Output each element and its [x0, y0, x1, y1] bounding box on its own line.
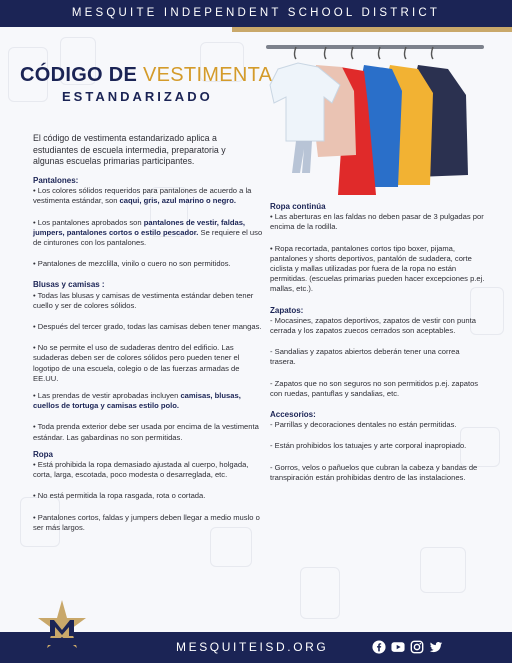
- blusas-item-1: • Todas las blusas y camisas de vestimenta estándar deben tener cuello y ser de colores sólidos.: [33, 290, 254, 310]
- ropa-cont-item-2: • Ropa recortada, pantalones cortos tipo boxer, pijama, pantalones y shorts deportivos, pantalón de sudadera, corte ciclista y mallas utilizadas por fuera de la ropa no están permitidas. (escuelas primarias pueden hacer excepciones p.ej. mallas, etc.).: [270, 243, 485, 294]
- section-heading-ropa-continua: Ropa continúa: [270, 202, 326, 211]
- pantalones-item-1: [33, 186, 265, 206]
- bold-span: pantalones de vestir, faldas, jumpers, pantalones cortos o estilo pescador.: [33, 217, 246, 237]
- ropa-item-2: • No está permitida la ropa rasgada, rota o cortada.: [33, 491, 206, 501]
- intro-paragraph: El código de vestimenta estandarizado aplica a estudiantes de escuela intermedia, preparatoria y algunas escuelas primarias participantes.: [33, 133, 226, 166]
- text-span: • Las prendas de vestir aprobadas incluyen: [33, 391, 181, 401]
- zapatos-item-1: - Mocasines, zapatos deportivos, zapatos de vestir con punta cerrada y los zapatos zuecos cerrados son aceptables.: [270, 315, 476, 336]
- text-span: • Los colores sólidos requeridos para pantalones de acuerdo a la vestimenta estándar, son: [33, 186, 252, 206]
- section-heading-accesorios: Accesorios:: [270, 410, 316, 420]
- twitter-icon[interactable]: [429, 640, 443, 654]
- top-banner: [0, 0, 512, 27]
- website-link[interactable]: MESQUITEISD.ORG: [176, 640, 329, 654]
- blusas-item-5: • Toda prenda exterior debe ser usada por encima de la vestimenta estándar. Las gabardinas no son permitidas.: [33, 422, 259, 442]
- district-name: MESQUITE INDEPENDENT SCHOOL DISTRICT: [71, 7, 441, 19]
- title-part-2: VESTIMENTA: [143, 64, 273, 86]
- page-subtitle: ESTANDARIZADO: [62, 89, 213, 104]
- ropa-cont-item-1: • Las aberturas en las faldas no deben pasar de 3 pulgadas por encima de la rodilla.: [270, 212, 484, 232]
- zapatos-item-2: - Sandalias y zapatos abiertos deberán tener una correa trasera.: [270, 347, 460, 367]
- blusas-item-2: • Después del tercer grado, todas las camisas deben tener mangas.: [33, 322, 262, 332]
- bold-span: camisas, blusas, cuellos de tortuga y camisas estilo polo.: [33, 391, 241, 411]
- page-title: [20, 64, 272, 87]
- ropa-item-1: • Está prohibida la ropa demasiado ajustada al cuerpo, holgada, corta, larga, escotada, poco modesta o desarreglada, etc.: [33, 460, 249, 480]
- social-icons: [372, 640, 443, 654]
- accesorios-item-3: - Gorros, velos o pañuelos que cubran la cabeza y bandas de transpiración están prohibidas dentro de las instalaciones.: [270, 462, 478, 482]
- ropa-item-3: • Pantalones cortos, faldas y jumpers deben llegar a medio muslo o ser más largos.: [33, 512, 260, 532]
- text-span: • Los pantalones aprobados son: [33, 217, 144, 227]
- pantalones-item-2: [33, 218, 265, 249]
- pantalones-item-3: • Pantalones de mezclilla, vinilo o cuero no son permitidos.: [33, 259, 231, 269]
- facebook-icon[interactable]: [372, 640, 386, 654]
- section-heading-ropa: Ropa: [33, 449, 53, 459]
- section-heading-blusas: Blusas y camisas :: [33, 280, 105, 290]
- bold-span: caqui, gris, azul marino o negro.: [119, 196, 237, 206]
- blusas-item-4: [33, 391, 265, 411]
- district-logo: [34, 598, 90, 654]
- clothes-illustration: [268, 45, 478, 205]
- left-column: [33, 176, 265, 533]
- blusas-item-3: • No se permite el uso de sudaderas dentro del edificio. Las sudaderas deben ser de colores sólidos pero pueden tener el logotipo de una escuela, colegio o de las fuerzas armadas de EE.UU.: [33, 343, 240, 383]
- accesorios-item-2: - Están prohibidos los tatuajes y arte corporal inapropiado.: [270, 441, 467, 451]
- right-column: [270, 202, 486, 483]
- text-span: Se requiere el uso de cinturones con los pantalones.: [33, 227, 263, 248]
- title-part-1: CÓDIGO DE: [20, 64, 138, 86]
- gold-accent-strip: [232, 27, 512, 32]
- youtube-icon[interactable]: [391, 640, 405, 654]
- zapatos-item-3: - Zapatos que no son seguros no son permitidos p.ej. zapatos con ruedas, pantuflas y sandalias, etc.: [270, 378, 479, 398]
- section-heading-pantalones: Pantalones:: [33, 176, 79, 185]
- accesorios-item-1: - Parrillas y decoraciones dentales no están permitidas.: [270, 420, 457, 430]
- instagram-icon[interactable]: [410, 640, 424, 654]
- section-heading-zapatos: Zapatos:: [270, 305, 304, 315]
